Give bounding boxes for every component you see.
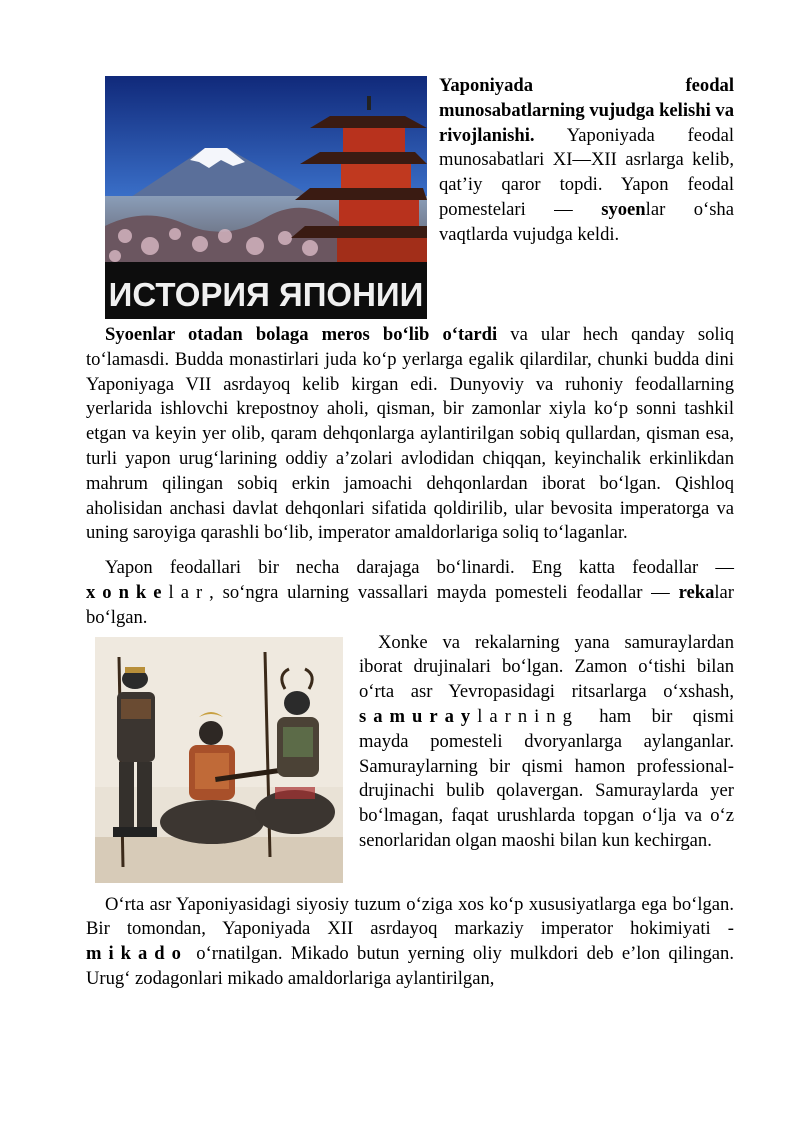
paragraph-2: Syoenlar otadan bolaga meros bo‘lib o‘tardi va ular hech qanday soliq to‘lamasdi. Budda monastirlari juda ko‘p yerlarga egalik qilardilar, chunki budda dini Yaponiyaga VII asrdayoq kelib kirgan edi. Dunyoviy va ruhoniy feodallarning yerlarida ishlovchi krepostnoy aholi, qisman, bir zamonlar xiyla ko‘p sonni tashkil etgan va keyin yer olib, qaram dehqonlarga aylantirilgan sobiq qullardan, qisman esa, turli yapon urug‘larining oddiy a’zolari avlodidan chiqqan, keyinchalik erkinlikdan mahrum qilingan sobiq erkin jamoachi dehqonlardan iborat bo‘lgan. Qishloq aholisidan anchasi davlat dehqonlari sifatida qoldirilib, ular bevosita imperatorga va uning saroyiga qarashli bo‘lib, imperator amaldorlariga soliq to‘laganlar.: [86, 324, 735, 544]
samurai-photo: [95, 637, 343, 883]
image-title-text: ИСТОРИЯ ЯПОНИИ: [108, 276, 424, 313]
term-xonke: xonke: [86, 581, 169, 603]
term-samuray: samuray: [359, 705, 478, 727]
paragraph-4: Xonke va rekalarning yana samuraylardan iborat drujinalari bo‘lgan. Zamon o‘tishi bilan o‘rta asr Yevropasidagi ritsarlarga o‘xshash, samuraylarning ham bir qismi mayda pomesteli dvoryanlarga aylanganlar. Samuraylarning bir qismi hamon professional-drujinachi bulib qolavergan. Samuraylarda yer bo‘lmagan, faqat urushlarda topgan o‘lja va o‘z senorlaridan olgan maoshi bilan kun kechirgan.: [359, 631, 734, 851]
paragraph-1: Yaponiyada feodal munosabatlarning vujudga kelishi va rivojlanishi. Yaponiyada feodal munosabatlari XI—XII asrlarga kelib, qat’iy qaror topdi. Yapon feodal pomestelari — syoenlar o‘sha vaqtlarda vujudga keldi.: [439, 75, 735, 245]
japan-history-illustration: [105, 76, 427, 319]
japan-history-image: [105, 76, 427, 319]
paragraph-3: Yapon feodallari bir necha darajaga bo‘linardi. Eng katta feodallar — xonkelar, so‘ngra ularning vassallari mayda pomesteli feodallar — rekalar bo‘lgan.: [86, 557, 734, 628]
paragraph-5: O‘rta asr Yaponiyasidagi siyosiy tuzum o‘ziga xos ko‘p xususiyatlarga ega bo‘lgan. Bir tomondan, Yaponiyada XII asrdayoq markaziy imperator hokimiyati - mikado o‘rnatilgan. Mikado butun yerning oliy mulkdori deb e’lon qilingan. Urug‘ zodagonlari mikado amaldorlariga aylantirilgan,: [86, 893, 734, 989]
document-page: [86, 74, 734, 992]
term-mikado: mikado: [86, 943, 188, 965]
term-reka: reka: [678, 581, 715, 603]
term-syoen: syoen: [601, 198, 646, 220]
section-heading: Yaponiyada feodal munosabatlarning vujudga kelishi va rivojlanishi.: [439, 75, 735, 146]
samurai-illustration: [95, 637, 343, 883]
